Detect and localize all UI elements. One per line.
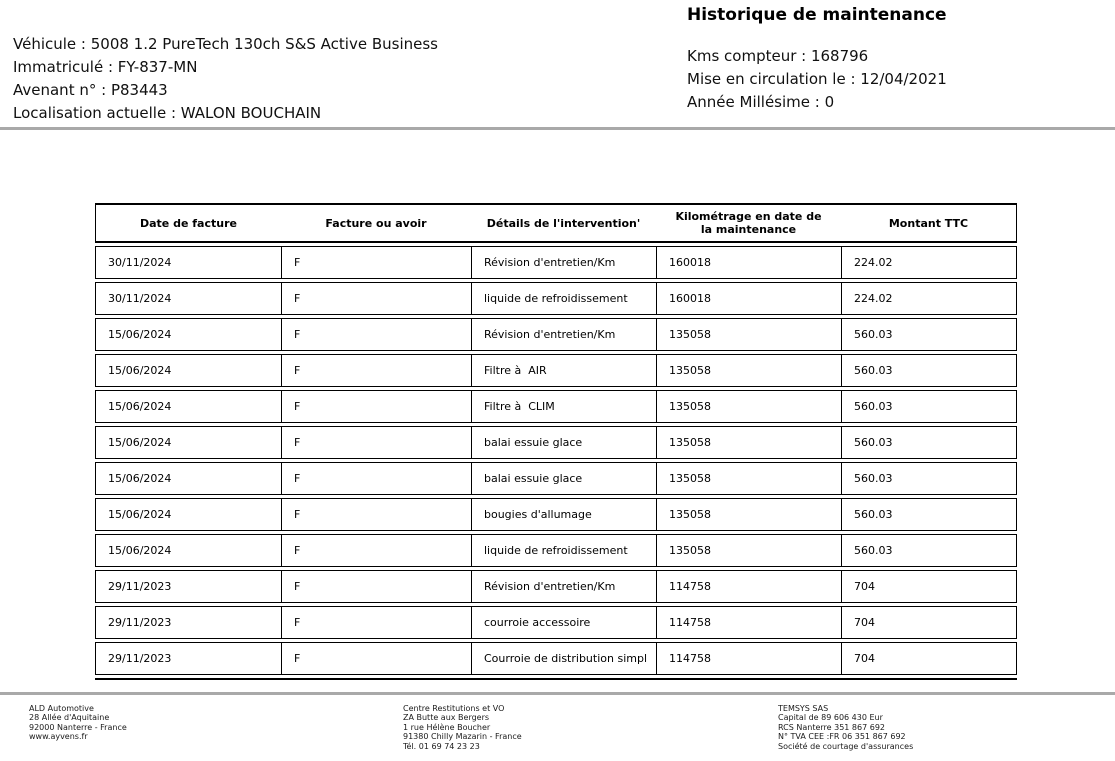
- column-header-amount: Montant TTC: [888, 216, 969, 230]
- cell-kilometrage: 114758: [656, 643, 841, 674]
- cell-amount-ttc: 560.03: [841, 463, 1016, 494]
- footer-line: 1 rue Hélène Boucher: [403, 722, 491, 732]
- cell-invoice-date: 15/06/2024: [108, 328, 172, 341]
- table-body: [95, 246, 1017, 675]
- footer-line: ZA Butte aux Bergers: [403, 713, 490, 723]
- cell-intervention-detail: liquide de refroidissement: [471, 283, 656, 314]
- table-row: [95, 282, 1017, 315]
- table-row: [95, 426, 1017, 459]
- footer-divider: [0, 692, 1115, 695]
- cell-intervention-detail: Filtre à AIR: [471, 355, 656, 386]
- cell-intervention-detail: bougies d'allumage: [471, 499, 656, 530]
- cell-amount-ttc: 560.03: [841, 391, 1016, 422]
- cell-invoice-date: 29/11/2023: [108, 580, 172, 593]
- cell-invoice-type: F: [281, 607, 471, 638]
- vehicle-info-line: Localisation actuelle : WALON BOUCHAIN: [13, 104, 322, 122]
- summary-info-lines: [687, 45, 947, 114]
- cell-amount-ttc: 560.03: [841, 355, 1016, 386]
- cell-amount-ttc: 560.03: [841, 319, 1016, 350]
- table-row: [95, 354, 1017, 387]
- footer-line: Tél. 01 69 74 23 23: [403, 741, 480, 751]
- cell-intervention-detail: balai essuie glace: [471, 427, 656, 458]
- cell-kilometrage: 114758: [656, 607, 841, 638]
- cell-kilometrage: 135058: [656, 427, 841, 458]
- cell-kilometrage: 114758: [656, 571, 841, 602]
- cell-intervention-detail: Filtre à CLIM: [471, 391, 656, 422]
- cell-intervention-detail: liquide de refroidissement: [471, 535, 656, 566]
- summary-info-line: Kms compteur : 168796: [687, 47, 869, 65]
- cell-amount-ttc: 560.03: [841, 535, 1016, 566]
- table-row: [95, 606, 1017, 639]
- cell-intervention-detail: Révision d'entretien/Km: [471, 319, 656, 350]
- cell-invoice-type: F: [281, 643, 471, 674]
- table-row: [95, 642, 1017, 675]
- cell-invoice-date: 15/06/2024: [108, 364, 172, 377]
- cell-invoice-type: F: [281, 319, 471, 350]
- table-row: [95, 390, 1017, 423]
- table-bottom-border: [95, 678, 1017, 680]
- cell-invoice-type: F: [281, 499, 471, 530]
- cell-invoice-date: 30/11/2024: [108, 256, 172, 269]
- cell-kilometrage: 160018: [656, 247, 841, 278]
- cell-amount-ttc: 704: [841, 571, 1016, 602]
- table-row: [95, 570, 1017, 603]
- table-row: [95, 246, 1017, 279]
- cell-amount-ttc: 560.03: [841, 499, 1016, 530]
- table-row: [95, 462, 1017, 495]
- cell-invoice-date: 15/06/2024: [108, 508, 172, 521]
- header-divider: [0, 127, 1115, 130]
- cell-kilometrage: 135058: [656, 319, 841, 350]
- summary-info-line: Mise en circulation le : 12/04/2021: [687, 70, 947, 88]
- cell-invoice-date: 29/11/2023: [108, 616, 172, 629]
- footer-legal-info: [778, 704, 913, 751]
- cell-invoice-date: 29/11/2023: [108, 652, 172, 665]
- footer-line: 91380 Chilly Mazarin - France: [403, 732, 522, 742]
- cell-intervention-detail: balai essuie glace: [471, 463, 656, 494]
- cell-invoice-type: F: [281, 463, 471, 494]
- cell-invoice-type: F: [281, 283, 471, 314]
- footer-line: ALD Automotive: [29, 704, 94, 713]
- cell-intervention-detail: Courroie de distribution simpl: [471, 643, 656, 674]
- footer-line: 92000 Nanterre - France: [29, 722, 127, 732]
- table-row: [95, 534, 1017, 567]
- footer-company-address: [29, 704, 127, 742]
- vehicle-info-line: Avenant n° : P83443: [13, 81, 168, 99]
- cell-kilometrage: 135058: [656, 499, 841, 530]
- vehicle-info-line: Véhicule : 5008 1.2 PureTech 130ch S&S Active Business: [13, 35, 438, 53]
- cell-invoice-date: 15/06/2024: [108, 436, 172, 449]
- cell-invoice-type: F: [281, 247, 471, 278]
- column-header-km: Kilométrage en date de la maintenance: [675, 210, 822, 236]
- cell-invoice-date: 15/06/2024: [108, 544, 172, 557]
- cell-invoice-date: 30/11/2024: [108, 292, 172, 305]
- column-header-invoice-type: Facture ou avoir: [325, 216, 427, 230]
- cell-amount-ttc: 224.02: [841, 283, 1016, 314]
- table-row: [95, 318, 1017, 351]
- footer-line: N° TVA CEE :FR 06 351 867 692: [778, 732, 906, 742]
- footer-line: TEMSYS SAS: [778, 704, 829, 713]
- cell-kilometrage: 135058: [656, 535, 841, 566]
- cell-invoice-date: 15/06/2024: [108, 400, 172, 413]
- vehicle-info-block: [13, 33, 438, 125]
- maintenance-table: [95, 203, 1017, 680]
- cell-intervention-detail: Révision d'entretien/Km: [471, 247, 656, 278]
- cell-amount-ttc: 224.02: [841, 247, 1016, 278]
- cell-invoice-date: 15/06/2024: [108, 472, 172, 485]
- cell-invoice-type: F: [281, 391, 471, 422]
- footer-line: www.ayvens.fr: [29, 732, 88, 742]
- footer-line: RCS Nanterre 351 867 692: [778, 722, 886, 732]
- cell-intervention-detail: courroie accessoire: [471, 607, 656, 638]
- page-title: Historique de maintenance: [687, 5, 947, 25]
- cell-amount-ttc: 704: [841, 643, 1016, 674]
- footer-line: Société de courtage d'assurances: [778, 741, 914, 751]
- table-row: [95, 498, 1017, 531]
- cell-kilometrage: 135058: [656, 391, 841, 422]
- cell-invoice-type: F: [281, 535, 471, 566]
- cell-invoice-type: F: [281, 427, 471, 458]
- table-header-row: [95, 203, 1017, 243]
- footer-center-address: [403, 704, 522, 751]
- cell-invoice-type: F: [281, 355, 471, 386]
- cell-kilometrage: 160018: [656, 283, 841, 314]
- summary-info-line: Année Millésime : 0: [687, 93, 835, 111]
- column-header-detail: Détails de l'intervention': [486, 216, 641, 230]
- footer-line: 28 Allée d'Aquitaine: [29, 713, 110, 723]
- cell-invoice-type: F: [281, 571, 471, 602]
- cell-intervention-detail: Révision d'entretien/Km: [471, 571, 656, 602]
- cell-amount-ttc: 560.03: [841, 427, 1016, 458]
- cell-amount-ttc: 704: [841, 607, 1016, 638]
- footer-line: Capital de 89 606 430 Eur: [778, 713, 883, 723]
- vehicle-info-line: Immatriculé : FY-837-MN: [13, 58, 198, 76]
- cell-kilometrage: 135058: [656, 463, 841, 494]
- column-header-date: Date de facture: [140, 216, 237, 230]
- summary-info-block: [687, 5, 947, 114]
- cell-kilometrage: 135058: [656, 355, 841, 386]
- footer-line: Centre Restitutions et VO: [403, 704, 505, 713]
